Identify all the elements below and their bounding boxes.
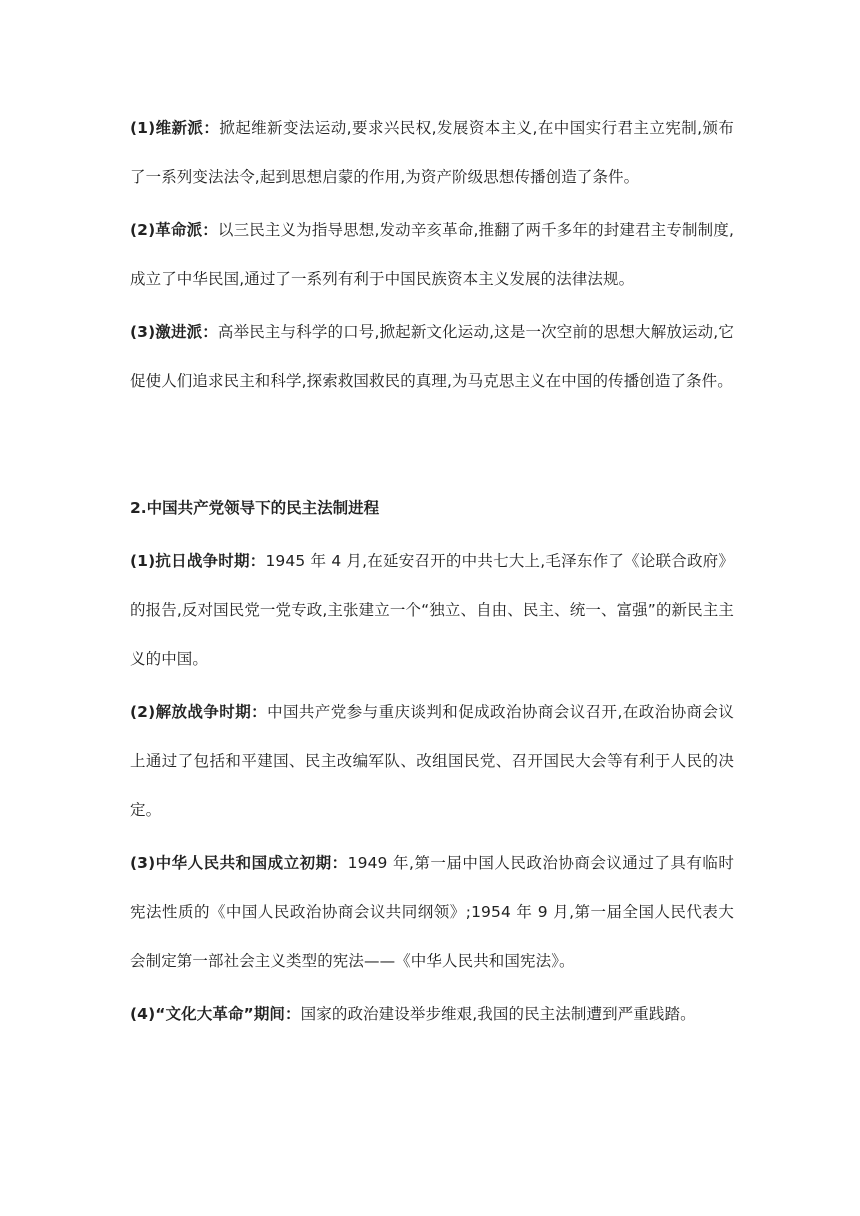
cultural-revolution-label: (4)“文化大革命”期间： (130, 1005, 301, 1023)
liberation-war-paragraph (130, 688, 734, 835)
radicals-paragraph (130, 308, 734, 406)
anti-japanese-war-text: 1945 年 4 月,在延安召开的中共七大上,毛泽东作了《论联合政府》的报告,反对国民党一党专政,主张建立一个“独立、自由、民主、统一、富强”的新民主主义的中国。 (130, 552, 734, 668)
anti-japanese-war-label: (1)抗日战争时期： (130, 552, 266, 570)
early-prc-label: (3)中华人民共和国成立初期： (130, 854, 348, 872)
radicals-label: (3)激进派： (130, 323, 218, 341)
section-2-title: 2.中国共产党领导下的民主法制进程 (130, 499, 380, 517)
early-prc-paragraph (130, 839, 734, 986)
document-page (130, 104, 734, 1043)
revolutionaries-paragraph (130, 206, 734, 304)
reformists-paragraph (130, 104, 734, 202)
reformists-text: 掀起维新变法运动,要求兴民权,发展资本主义,在中国实行君主立宪制,颁布了一系列变法法令,起到思想启蒙的作用,为资产阶级思想传播创造了条件。 (130, 119, 734, 186)
cultural-revolution-text: 国家的政治建设举步维艰,我国的民主法制遭到严重践踏。 (300, 1005, 696, 1023)
revolutionaries-text: 以三民主义为指导思想,发动辛亥革命,推翻了两千多年的封建君主专制制度,成立了中华民国,通过了一系列有利于中国民族资本主义发展的法律法规。 (130, 221, 734, 288)
radicals-text: 高举民主与科学的口号,掀起新文化运动,这是一次空前的思想大解放运动,它促使人们追求民主和科学,探索救国救民的真理,为马克思主义在中国的传播创造了条件。 (130, 323, 734, 390)
liberation-war-label: (2)解放战争时期： (130, 703, 268, 721)
reformists-label: (1)维新派： (130, 119, 220, 137)
early-prc-text: 1949 年,第一届中国人民政治协商会议通过了具有临时宪法性质的《中国人民政治协商会议共同纲领》;1954 年 9 月,第一届全国人民代表大会制定第一部社会主义类型的宪法——《中华人民共和国宪法》。 (130, 854, 734, 970)
anti-japanese-war-paragraph (130, 537, 734, 684)
revolutionaries-label: (2)革命派： (130, 221, 218, 239)
cultural-revolution-paragraph (130, 990, 734, 1039)
liberation-war-text: 中国共产党参与重庆谈判和促成政治协商会议召开,在政治协商会议上通过了包括和平建国、民主改编军队、改组国民党、召开国民大会等有利于人民的决定。 (130, 703, 734, 819)
